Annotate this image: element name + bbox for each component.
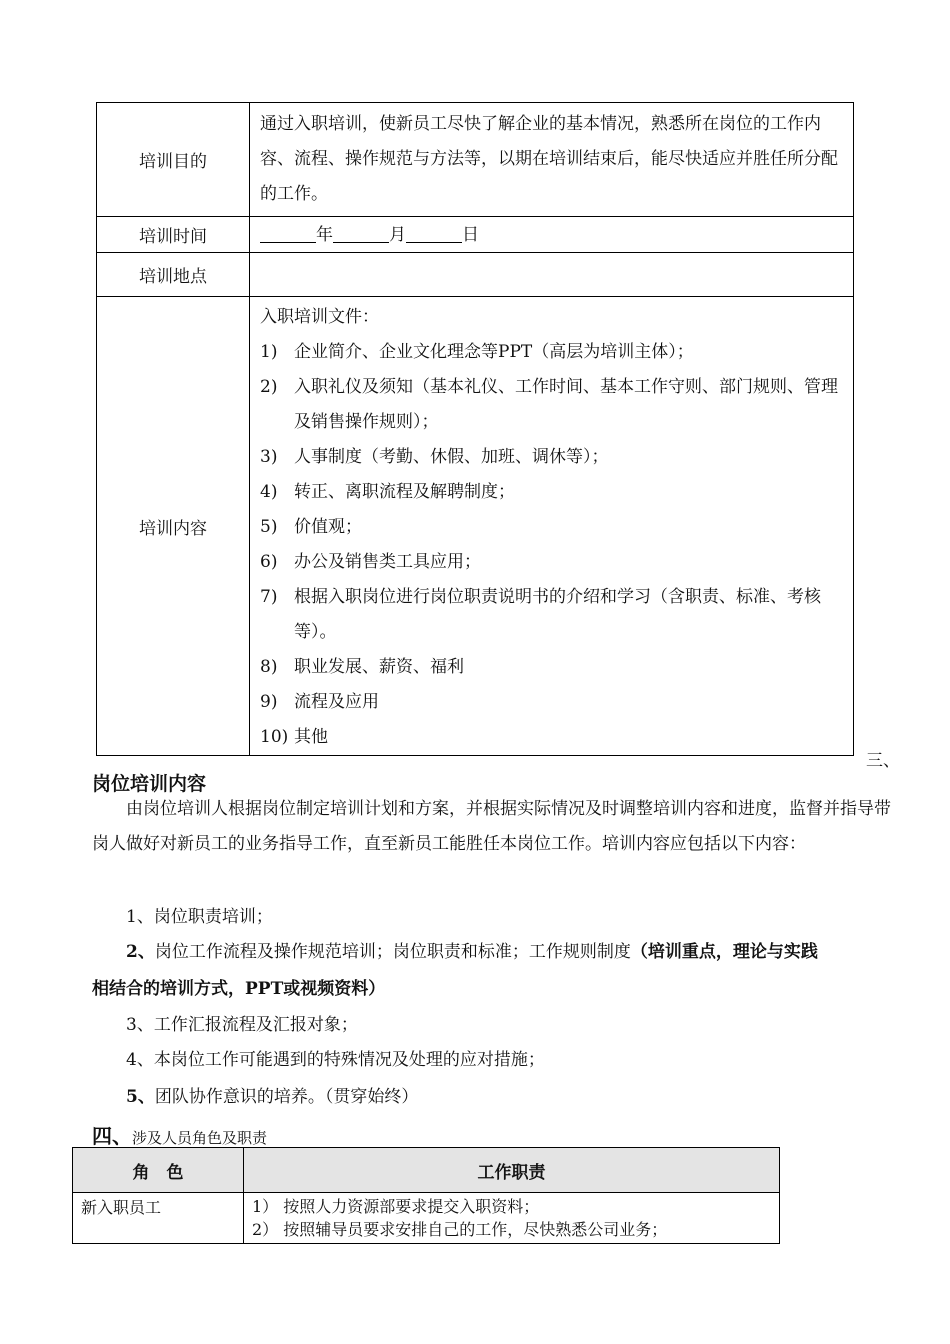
- section3-number: 三、: [866, 751, 900, 771]
- month-unit: 月: [389, 224, 406, 245]
- purpose-row: [97, 103, 854, 217]
- section3-item2-line1: 2、岗位工作流程及操作规范培训；岗位职责和标准；工作规则制度（培训重点，理论与实践: [126, 942, 818, 962]
- section3-item5: 5、团队协作意识的培养。（贯穿始终）: [126, 1087, 419, 1107]
- content-intro: 入职培训文件：: [260, 307, 379, 327]
- list-item: 6) 办公及销售类工具应用；: [260, 552, 481, 572]
- section4-title: 涉及人员角色及职责: [132, 1129, 268, 1147]
- purpose-text: 通过入职培训，使新员工尽快了解企业的基本情况，熟悉所在岗位的工作内容、流程、操作规范与方法等，以期在培训结束后，能尽快适应并胜任所分配的工作。: [250, 103, 854, 217]
- day-blank: [406, 222, 462, 243]
- roles-table-header: [73, 1148, 780, 1193]
- content-label: 培训内容: [97, 297, 250, 756]
- section3-title: 岗位培训内容: [92, 773, 207, 795]
- section3-item2-line2: 相结合的培训方式，PPT或视频资料）: [92, 979, 386, 999]
- list-item: 8) 职业发展、薪资、福利: [260, 657, 464, 677]
- place-value: [250, 253, 854, 297]
- training-plan-table: [96, 102, 854, 756]
- year-unit: 年: [316, 224, 333, 245]
- list-item: 4) 转正、离职流程及解聘制度；: [260, 482, 515, 502]
- month-blank: [333, 222, 389, 243]
- list-item: 5) 价值观；: [260, 517, 362, 537]
- list-item: 1) 企业简介、企业文化理念等PPT（高层为培训主体）；: [260, 342, 694, 362]
- header-role: 角 色: [73, 1148, 244, 1193]
- time-row: [97, 217, 854, 253]
- list-item: 3) 人事制度（考勤、休假、加班、调休等）；: [260, 447, 609, 467]
- day-unit: 日: [462, 224, 479, 245]
- duty-line: 2） 按照辅导员要求安排自己的工作，尽快熟悉公司业务；: [252, 1220, 668, 1239]
- time-label: 培训时间: [97, 217, 250, 253]
- content-row: [97, 297, 854, 756]
- duty-line: 1） 按照人力资源部要求提交入职资料；: [252, 1197, 540, 1216]
- year-blank: [260, 222, 316, 243]
- time-value: [250, 217, 854, 253]
- role-cell: 新入职员工: [73, 1193, 244, 1244]
- list-item: 2) 入职礼仪及须知（基本礼仪、工作时间、基本工作守则、部门规则、管理及销售操作规则）；: [260, 377, 838, 432]
- section4-heading: [92, 1120, 267, 1149]
- duty-cell: [244, 1193, 780, 1244]
- section3-item4: 4、本岗位工作可能遇到的特殊情况及处理的应对措施；: [126, 1050, 545, 1070]
- list-item: 9) 流程及应用: [260, 692, 379, 712]
- roles-table: [72, 1147, 780, 1244]
- header-duty: 工作职责: [244, 1148, 780, 1193]
- place-label: 培训地点: [97, 253, 250, 297]
- section4-number: 四、: [92, 1124, 132, 1148]
- section3-item3: 3、工作汇报流程及汇报对象；: [126, 1015, 358, 1035]
- section3-paragraph: 由岗位培训人根据岗位制定培训计划和方案，并根据实际情况及时调整培训内容和进度，监督并指导带岗人做好对新员工的业务指导工作，直至新员工能胜任本岗位工作。培训内容应包括以下内容：: [92, 799, 891, 854]
- list-item: 10) 其他: [260, 727, 328, 747]
- table-row: [73, 1193, 780, 1244]
- section3-item1: 1、岗位职责培训；: [126, 907, 273, 927]
- purpose-label: 培训目的: [97, 103, 250, 217]
- list-item: 7) 根据入职岗位进行岗位职责说明书的介绍和学习（含职责、标准、考核等）。: [260, 587, 821, 642]
- place-row: [97, 253, 854, 297]
- content-cell: [250, 297, 854, 756]
